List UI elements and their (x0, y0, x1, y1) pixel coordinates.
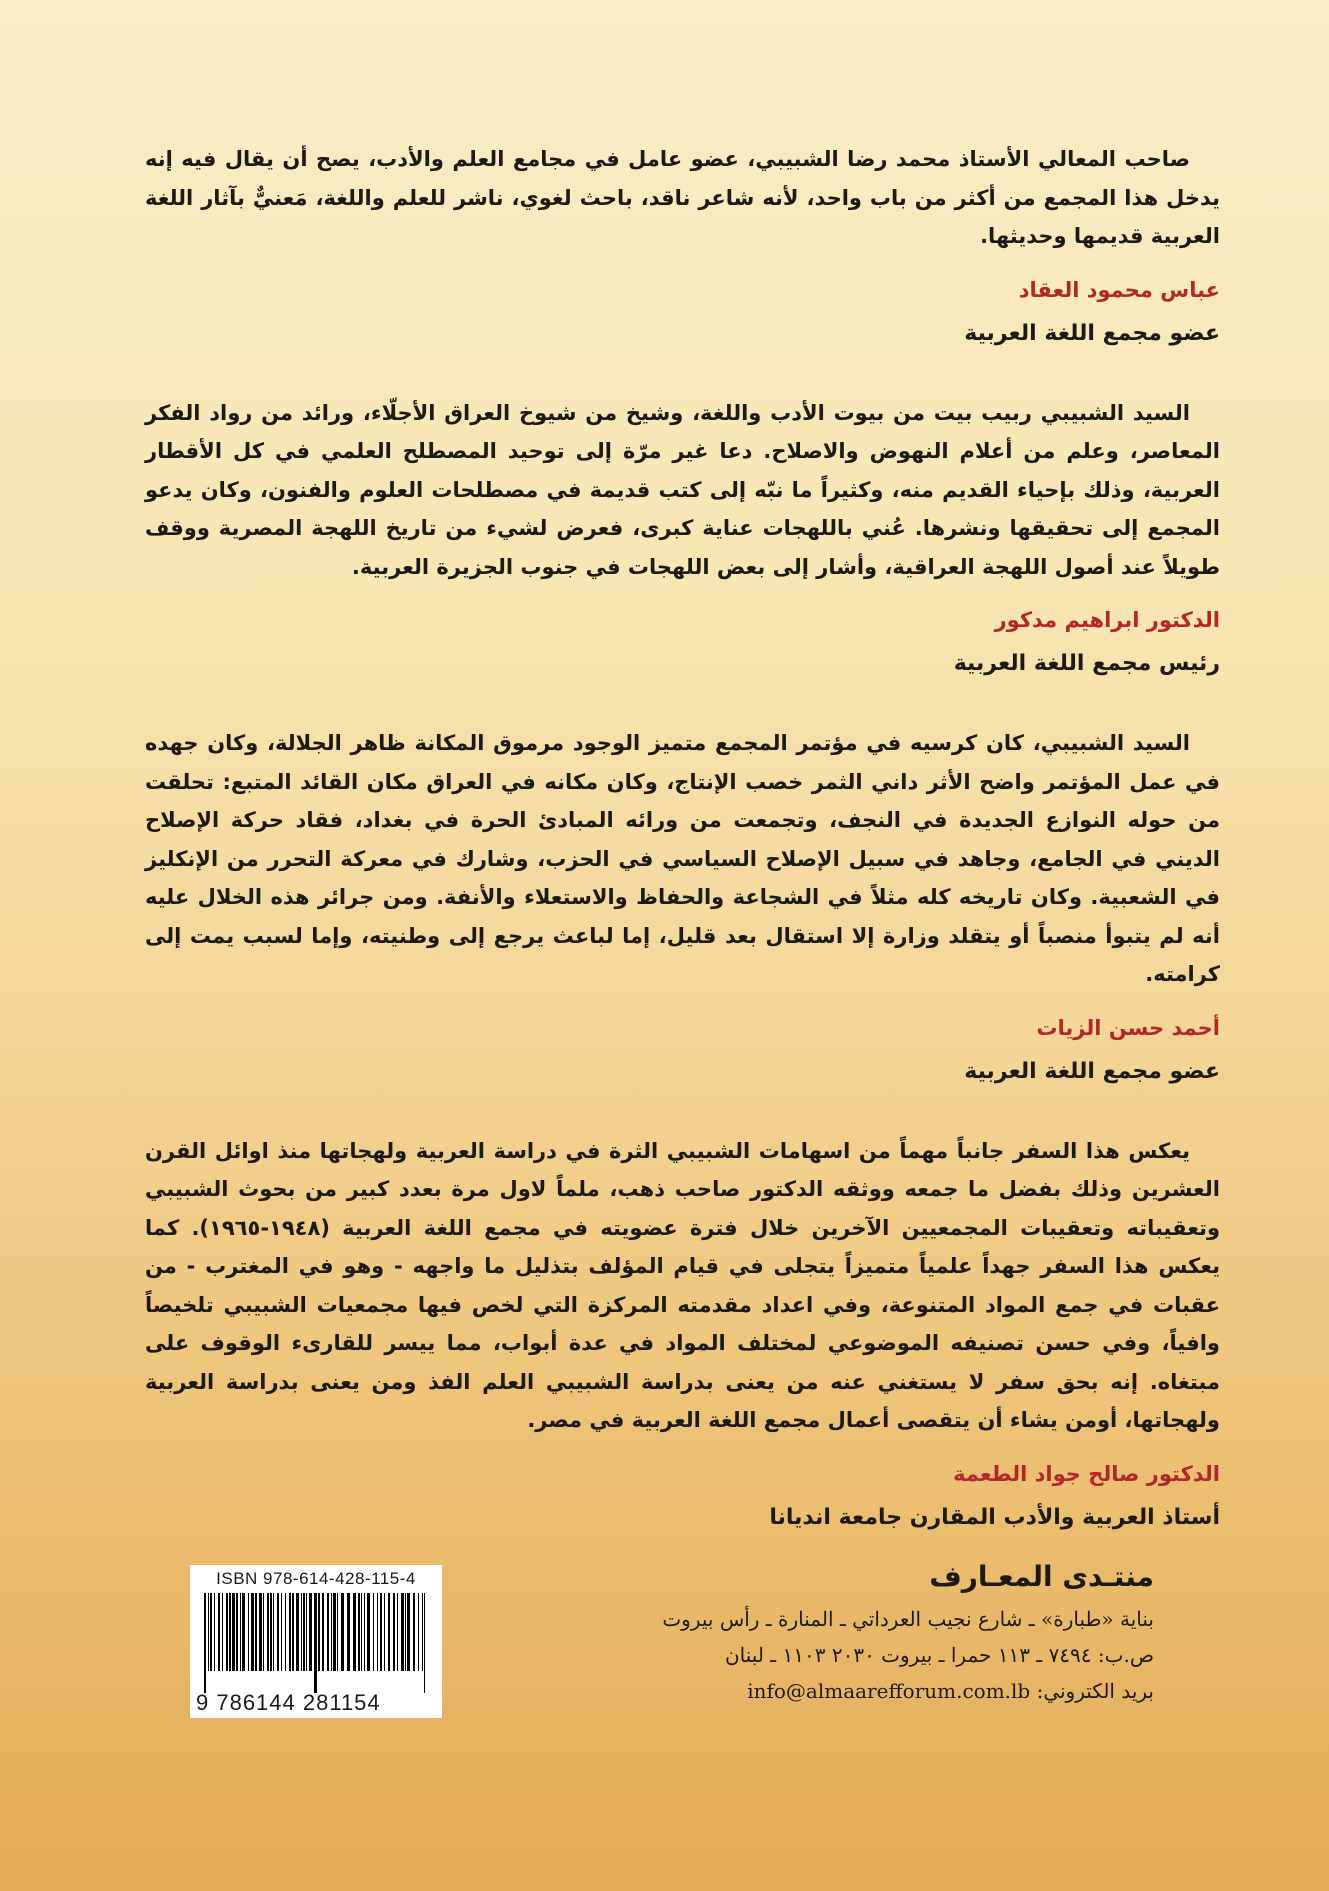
barcode-bar (337, 1593, 338, 1671)
blurb-3 (145, 724, 1220, 1092)
barcode-bar (364, 1593, 365, 1671)
blurb-text: السيد الشبيبي، كان كرسيه في مؤتمر المجمع متميز الوجود مرموق المكانة ظاهر الجلالة، وكان جهده في عمل المؤتمر واضح الأثر داني الثمر خصب الإنتاج، وكان مكانه في العراق مكان القائد المتبع: تحلقت من حوله النوازع الجديدة في النجف، وتجمعت من ورائه المبادئ الحرة في بغداد، فقاد حركة الإصلاح الديني في الجامع، وجاهد في سبيل الإصلاح السياسي في الحزب، وشارك في معركة التحرر من الإنكليز في الشعبية. وكان تاريخه كله مثلاً في الشجاعة والحفاظ والاستعلاء والأنفة. ومن جرائر هذه الخلال عليه أنه لم يتبوأ منصباً أو يتقلد وزارة إلا استقال بعد قليل، إما لباعث يرجع إلى وطنيته، وإما لسبب يمت إلى كرامته. (145, 731, 1220, 986)
barcode-bar (255, 1593, 257, 1671)
barcode-bar (306, 1593, 307, 1671)
publisher-pobox: ص.ب: ٧٤٩٤ ـ ١١٣ حمرا ـ بيروت ٢٠٣٠ ١١٠٣ ـ لبنان (724, 1643, 1154, 1667)
barcode-bar (380, 1593, 382, 1671)
blurb-text: يعكس هذا السفر جانباً مهماً من اسهامات الشبيبي الثرة في دراسة العربية ولهجاتها منذ اوائل القرن العشرين وذلك بفضل ما جمعه ووثقه الدكتور صاحب ذهب، ملماً لاول مرة بعدد كبير من بحوث الشبيبي وتعقيباته وتعقيبات المجمعيين الآخرين خلال فترة عضويته في مجمع اللغة العربية (١٩٤٨-١٩٦٥). كما يعكس هذا السفر جهداً علمياً متميزاً يتجلى في قيام المؤلف بتذليل ما واجهه - وهو في المغترب - من عقبات في جمع المواد المتنوعة، وفي اعداد مقدمته المركزة التي لخص فيها مجمعيات الشبيبي تلخيصاً وافياً، وفي حسن تصنيفه الموضوعي لمختلف المواد في عدة أبواب، مما ييسر للقارىء الوقوف على مبتغاه. إنه بحق سفر لا يستغني عنه من يعنى بدراسة الشبيبي العلم الفذ ومن يعنى بدراسة العربية ولهجاتها، أومن يشاء أن يتقصى أعمال مجمع اللغة العربية في مصر. (145, 1138, 1221, 1432)
barcode-bar (273, 1593, 274, 1671)
barcode-bar (292, 1593, 294, 1671)
barcode-bar (303, 1593, 305, 1671)
barcode-bar (333, 1593, 336, 1671)
barcode-bar (422, 1593, 423, 1671)
blurb-text: السيد الشبيبي ربيب بيت من بيوت الأدب واللغة، وشيخ من شيوخ العراق الأجلّاء، ورائد من رواد الفكر المعاصر، وعلم من أعلام النهوض والاصلاح. دعا غير مرّة إلى توحيد المصطلح العلمي في كل الأقطار العربية، وذلك بإحياء القديم منه، وكثيراً ما نبّه إلى كتب قديمة في مصطلحات العلوم والفنون، وكان يدعو المجمع إلى تحقيقها ونشرها. عُني باللهجات عناية كبرى، فعرض لشيء من تاريخ اللهجة المصرية ووقف طويلاً عند أصول اللهجة العراقية، وأشار إلى بعض اللهجات في جنوب الجزيرة العربية. (145, 400, 1220, 579)
barcode-bar (322, 1593, 324, 1671)
isbn-label: ISBN 978-614-428-115-4 (216, 1569, 416, 1588)
publisher-info (594, 1560, 1154, 1709)
blurb-author-role: عضو مجمع اللغة العربية (964, 1058, 1220, 1084)
blurb-author-role: عضو مجمع اللغة العربية (964, 320, 1220, 346)
publisher-email: بريد الكتروني: info@almaarefforum.com.lb (747, 1679, 1154, 1703)
barcode-number: 9 786144 281154 (196, 1690, 381, 1715)
barcode-bar (347, 1593, 350, 1671)
barcode-bar (248, 1593, 249, 1671)
blurb-2 (145, 394, 1220, 685)
barcode-bar (424, 1593, 425, 1693)
barcode-bar (407, 1593, 410, 1671)
barcode-bar (285, 1593, 286, 1671)
barcode-bar (267, 1593, 269, 1671)
blurb-4 (145, 1132, 1220, 1538)
barcode-bar (218, 1593, 220, 1671)
blurb-author: الدكتور ابراهيم مدكور (994, 608, 1220, 632)
barcode-bar (222, 1593, 223, 1671)
barcode-bar (208, 1593, 209, 1671)
barcode-bar (309, 1593, 312, 1671)
barcode-bar (384, 1593, 385, 1671)
barcode-bar (314, 1593, 317, 1693)
isbn-barcode (190, 1565, 442, 1718)
barcode-bar (242, 1593, 245, 1671)
barcode-bar (210, 1593, 212, 1671)
barcode-bar (397, 1593, 398, 1671)
barcode-bar (263, 1593, 264, 1671)
barcode-bar (277, 1593, 279, 1671)
barcode-bar (377, 1593, 378, 1671)
barcode-bar (204, 1593, 206, 1693)
barcode-bar (341, 1593, 344, 1671)
barcode-bar (405, 1593, 406, 1671)
barcode-bar (318, 1593, 320, 1671)
barcode-bar (301, 1593, 302, 1671)
barcode-bar (259, 1593, 262, 1671)
blurb-author: أحمد حسن الزيات (1036, 1015, 1220, 1040)
barcode-bar (367, 1593, 370, 1671)
blurb-author: عباس محمود العقاد (1018, 277, 1220, 302)
publisher-address: بناية «طبارة» ـ شارع نجيب العرداتي ـ المنارة ـ رأس بيروت (662, 1607, 1154, 1631)
blurb-text: صاحب المعالي الأستاذ محمد رضا الشبيبي، عضو عامل في مجامع العلم والأدب، يصح أن يقال فيه إنه يدخل هذا المجمع من أكثر من باب واحد، لأنه شاعر ناقد، باحث لغوي، ناشر للعلم واللغة، مَعنيٌّ بآثار اللغة العربية قديمها وحديثها. (145, 147, 1220, 248)
blurb-author-role: أستاذ العربية والأدب المقارن جامعة انديانا (769, 1504, 1220, 1530)
back-cover-text (145, 140, 1220, 1578)
barcode-bar (251, 1593, 254, 1671)
barcode-bar (232, 1593, 235, 1671)
barcode-bar (361, 1593, 362, 1671)
barcode-bar (373, 1593, 374, 1671)
barcode-bar (270, 1593, 272, 1671)
barcode-bar (413, 1593, 415, 1671)
barcode-bar (393, 1593, 395, 1671)
barcode-bar (327, 1593, 329, 1671)
barcode-bar (388, 1593, 390, 1671)
blurb-1 (145, 140, 1220, 354)
barcode-bar (240, 1593, 241, 1671)
barcode-bar (296, 1593, 299, 1671)
barcode-bar (358, 1593, 360, 1671)
barcode-bar (281, 1593, 282, 1671)
barcode-bar (353, 1593, 356, 1671)
barcode-bar (401, 1593, 404, 1671)
blurb-author: الدكتور صالح جواد الطعمة (953, 1461, 1220, 1486)
barcode-bar (229, 1593, 231, 1671)
barcode-bar (226, 1593, 228, 1671)
barcode-bar (289, 1593, 291, 1671)
blurb-author-role: رئيس مجمع اللغة العربية (953, 651, 1220, 676)
barcode-bars (200, 1593, 432, 1693)
barcode-bar (214, 1593, 215, 1671)
publisher-name: منتـدى المعـارف (929, 1560, 1154, 1593)
barcode-bar (236, 1593, 238, 1671)
barcode-bar (331, 1593, 332, 1671)
barcode-bar (418, 1593, 419, 1671)
